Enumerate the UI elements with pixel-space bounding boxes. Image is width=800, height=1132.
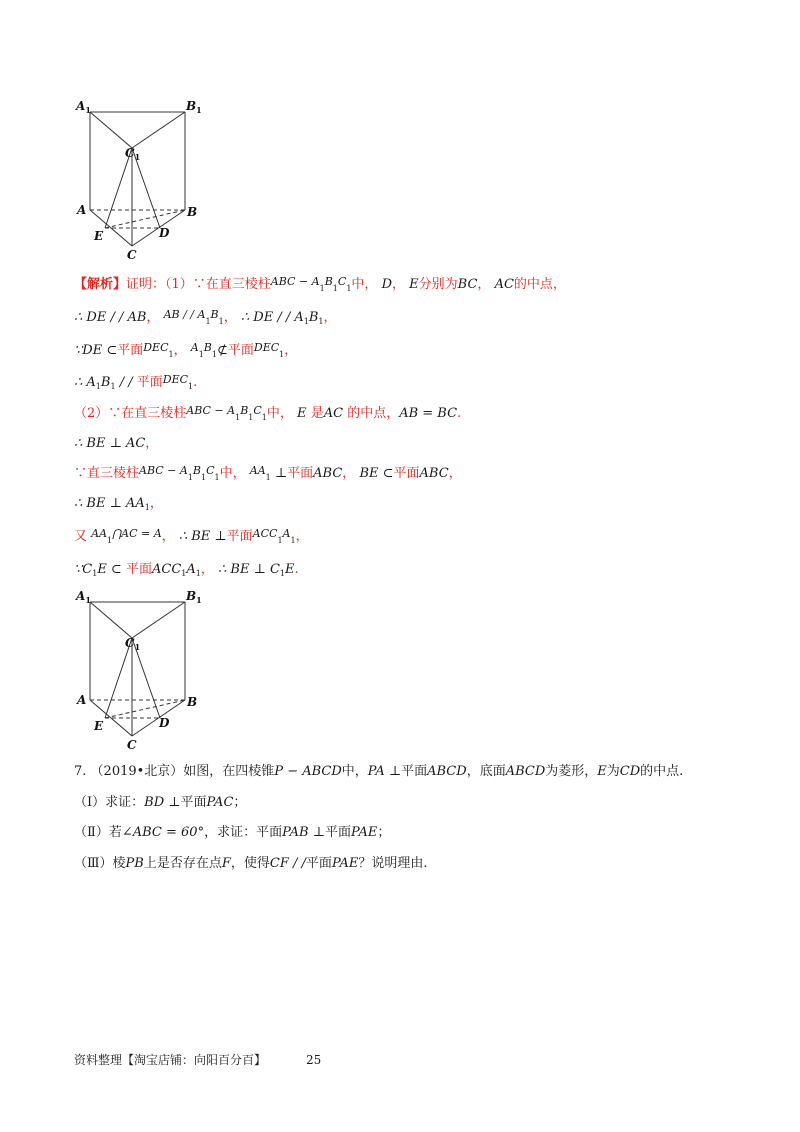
math: DEC xyxy=(162,373,189,386)
text: 分别为 xyxy=(418,277,458,292)
label-E: E xyxy=(94,719,104,733)
sub: 1 xyxy=(279,350,285,359)
sub: 1 xyxy=(303,317,309,326)
math: C xyxy=(206,464,215,477)
sub: 1 xyxy=(290,536,296,545)
footer-text: 资料整理【淘宝店铺：向阳百分百】 xyxy=(74,1053,267,1067)
sub: 1 xyxy=(261,413,267,422)
text: 的中点， xyxy=(347,406,400,421)
solution-line-5 xyxy=(74,405,461,424)
math: B xyxy=(210,308,219,321)
math: A xyxy=(282,527,291,540)
math: B xyxy=(192,464,202,477)
math: B xyxy=(100,375,111,390)
math: CD xyxy=(619,764,641,779)
text: 平面 xyxy=(136,375,163,390)
text: ∵直三棱柱 xyxy=(74,466,140,481)
math: E ⊂ xyxy=(97,562,122,577)
math: ∴ BE ⊥ AA xyxy=(74,496,145,511)
sub: 1 xyxy=(181,569,187,578)
text: （Ⅱ）若 xyxy=(74,825,122,840)
text: ， xyxy=(477,277,491,292)
sub: 1 xyxy=(279,569,285,578)
solution-line-3 xyxy=(74,342,297,361)
math: BD ⊥ xyxy=(144,795,181,810)
math: C xyxy=(337,275,347,288)
sub: 1 xyxy=(248,413,254,422)
text: ？说明理由. xyxy=(358,856,428,871)
text: （2）∵在直三棱柱 xyxy=(74,406,187,421)
math: ABC xyxy=(419,466,449,481)
math: ∠ABC = 60° xyxy=(121,825,205,840)
math: / / xyxy=(119,375,133,390)
text: ，使得 xyxy=(230,856,270,871)
math: ⋂AC = A xyxy=(112,527,162,540)
sub: 1 xyxy=(201,473,207,482)
math: BE ⊂ xyxy=(359,466,394,481)
solution-line-10 xyxy=(74,561,299,580)
text: ， xyxy=(392,277,406,292)
math: E xyxy=(409,277,419,292)
math: B xyxy=(240,404,249,417)
prism-figure-bottom xyxy=(70,590,210,750)
text: ； xyxy=(233,795,247,810)
sub: 1 xyxy=(110,382,116,391)
solution-line-6 xyxy=(74,435,158,453)
text: . xyxy=(294,562,299,577)
text: 平面 xyxy=(305,856,332,871)
sub: 1 xyxy=(187,473,193,482)
solution-line-7 xyxy=(74,465,462,484)
text: 中， xyxy=(351,277,378,292)
sub: 1 xyxy=(195,569,201,578)
problem-7-part-3 xyxy=(74,855,428,873)
sub: 1 xyxy=(214,473,220,482)
math: ABC xyxy=(313,466,343,481)
text: ； xyxy=(377,825,391,840)
math: PB xyxy=(125,856,144,871)
math: ACC xyxy=(252,527,278,540)
sub: 1 xyxy=(332,284,338,293)
solution-line-9 xyxy=(74,528,309,547)
math: F xyxy=(221,856,231,871)
math: ∴ BE ⊥ AC xyxy=(74,436,146,451)
label-C: C xyxy=(127,248,137,262)
text: 中， xyxy=(266,406,293,421)
math: ∴ DE / / AB xyxy=(74,310,147,325)
page-number: 25 xyxy=(306,1053,322,1067)
text: ， xyxy=(200,562,214,577)
text: ， xyxy=(448,466,462,481)
text: ， xyxy=(146,310,160,325)
math: ABC − A xyxy=(139,464,188,477)
math: PAB ⊥ xyxy=(282,825,325,840)
problem-7-question xyxy=(74,763,683,781)
problem-number: 7. xyxy=(74,764,87,779)
math: AB / / A xyxy=(163,308,206,321)
text: 证明：（1）∵在直三棱柱 xyxy=(126,277,271,292)
label-D: D xyxy=(159,716,170,730)
text: ， xyxy=(145,436,159,451)
math: AA xyxy=(249,464,266,477)
math: D xyxy=(381,277,392,292)
sub: 1 xyxy=(211,350,217,359)
math: AA xyxy=(91,527,108,540)
text: ， xyxy=(173,343,187,358)
label-A1: $A_1$ xyxy=(76,99,91,115)
label-E: E xyxy=(94,229,104,243)
sub: 1 xyxy=(205,317,211,326)
text: ， xyxy=(323,310,337,325)
math: ACC xyxy=(151,562,182,577)
math: DEC xyxy=(253,341,280,354)
math: ∵DE ⊂ xyxy=(74,343,118,358)
math: CF / / xyxy=(269,856,306,871)
analysis-tag: 【解析】 xyxy=(74,277,127,292)
math: AB = BC xyxy=(399,406,458,421)
math: B xyxy=(324,275,333,288)
text: 为 xyxy=(606,764,620,779)
label-B: B xyxy=(187,205,198,219)
math: AC xyxy=(323,406,344,421)
math: ABC − A xyxy=(270,275,320,288)
math: PA ⊥ xyxy=(367,764,402,779)
label-A: A xyxy=(77,203,87,217)
math: E xyxy=(597,764,607,779)
text: 的中点. xyxy=(640,764,684,779)
text: 中， xyxy=(341,764,368,779)
sub: 1 xyxy=(277,536,283,545)
text: ， xyxy=(161,529,175,544)
math: E xyxy=(297,406,307,421)
text: 又 xyxy=(74,529,88,544)
math: AC xyxy=(494,277,514,292)
label-B1: $B_1$ xyxy=(186,99,202,115)
text: ，底面 xyxy=(466,764,506,779)
math: ∴ BE ⊥ xyxy=(178,529,227,544)
label-C: C xyxy=(127,738,137,752)
label-D: D xyxy=(159,226,170,240)
label-C1: $C_1$ xyxy=(125,636,141,652)
math: ⊄ xyxy=(216,343,228,358)
text: ，求证：平面 xyxy=(204,825,283,840)
solution-line-2 xyxy=(74,309,337,328)
text: . xyxy=(457,406,462,421)
label-C1: $C_1$ xyxy=(125,146,141,162)
sub: 1 xyxy=(265,473,271,482)
text: . xyxy=(193,375,198,390)
prism-figure-top xyxy=(70,100,210,260)
math: A xyxy=(186,562,196,577)
sub: 1 xyxy=(168,350,174,359)
math: PAE xyxy=(350,825,378,840)
math: BC xyxy=(457,277,478,292)
text: 上是否存在点 xyxy=(143,856,222,871)
text: ， xyxy=(223,310,237,325)
math: P − ABCD xyxy=(274,764,342,779)
sub: 1 xyxy=(92,569,98,578)
page-footer xyxy=(74,1051,321,1068)
text: 平面 xyxy=(180,795,207,810)
label-A: A xyxy=(77,693,87,707)
problem-7-part-2 xyxy=(74,824,390,842)
text: 中， xyxy=(219,466,246,481)
math: ∴ DE / / A xyxy=(240,310,304,325)
sub: 1 xyxy=(318,317,324,326)
text: （2019•北京）如图，在四棱锥 xyxy=(90,764,275,779)
math: ∴ BE ⊥ C xyxy=(218,562,280,577)
math: ∴ A xyxy=(74,375,96,390)
text: ， xyxy=(149,496,163,511)
sub: 1 xyxy=(218,317,224,326)
text: ， xyxy=(295,529,309,544)
text: 平面 xyxy=(287,466,314,481)
sub: 1 xyxy=(198,350,204,359)
math: ∵C xyxy=(74,562,93,577)
text: （Ⅲ）棱 xyxy=(74,856,126,871)
math: PAC xyxy=(206,795,234,810)
math: ⊥ xyxy=(274,466,288,481)
text: 平面 xyxy=(227,343,254,358)
sub: 1 xyxy=(235,413,241,422)
sub: 1 xyxy=(188,382,194,391)
text: 平面 xyxy=(117,343,144,358)
text: 平面 xyxy=(324,825,351,840)
problem-7-part-1 xyxy=(74,794,246,812)
solution-line-8 xyxy=(74,495,163,514)
text: ， xyxy=(342,466,356,481)
label-A1: $A_1$ xyxy=(76,589,91,605)
text: 是 xyxy=(310,406,324,421)
sub: 1 xyxy=(346,284,352,293)
sub: 1 xyxy=(107,536,113,545)
math: ABCD xyxy=(427,764,467,779)
solution-line-4 xyxy=(74,374,197,393)
label-B: B xyxy=(187,695,198,709)
text: ， xyxy=(284,343,298,358)
math: E xyxy=(285,562,295,577)
math: ABCD xyxy=(505,764,546,779)
math: DEC xyxy=(143,341,169,354)
prism-diagram xyxy=(70,100,210,260)
text: 平面 xyxy=(401,764,428,779)
math: B xyxy=(203,341,212,354)
text: 平面 xyxy=(393,466,420,481)
math: ABC − A xyxy=(186,404,236,417)
math: C xyxy=(253,404,262,417)
label-B1: $B_1$ xyxy=(186,589,202,605)
text: （Ⅰ）求证： xyxy=(74,795,145,810)
text: 为菱形， xyxy=(545,764,598,779)
math: A xyxy=(190,341,199,354)
sub: 1 xyxy=(144,503,150,512)
math: B xyxy=(308,310,319,325)
solution-line-1 xyxy=(74,276,566,295)
sub: 1 xyxy=(95,382,101,391)
text: 的中点， xyxy=(513,277,566,292)
sub: 1 xyxy=(319,284,325,293)
math: PAE xyxy=(331,856,359,871)
prism-diagram xyxy=(70,590,210,750)
text: 平面 xyxy=(125,562,152,577)
text: 平面 xyxy=(226,529,253,544)
